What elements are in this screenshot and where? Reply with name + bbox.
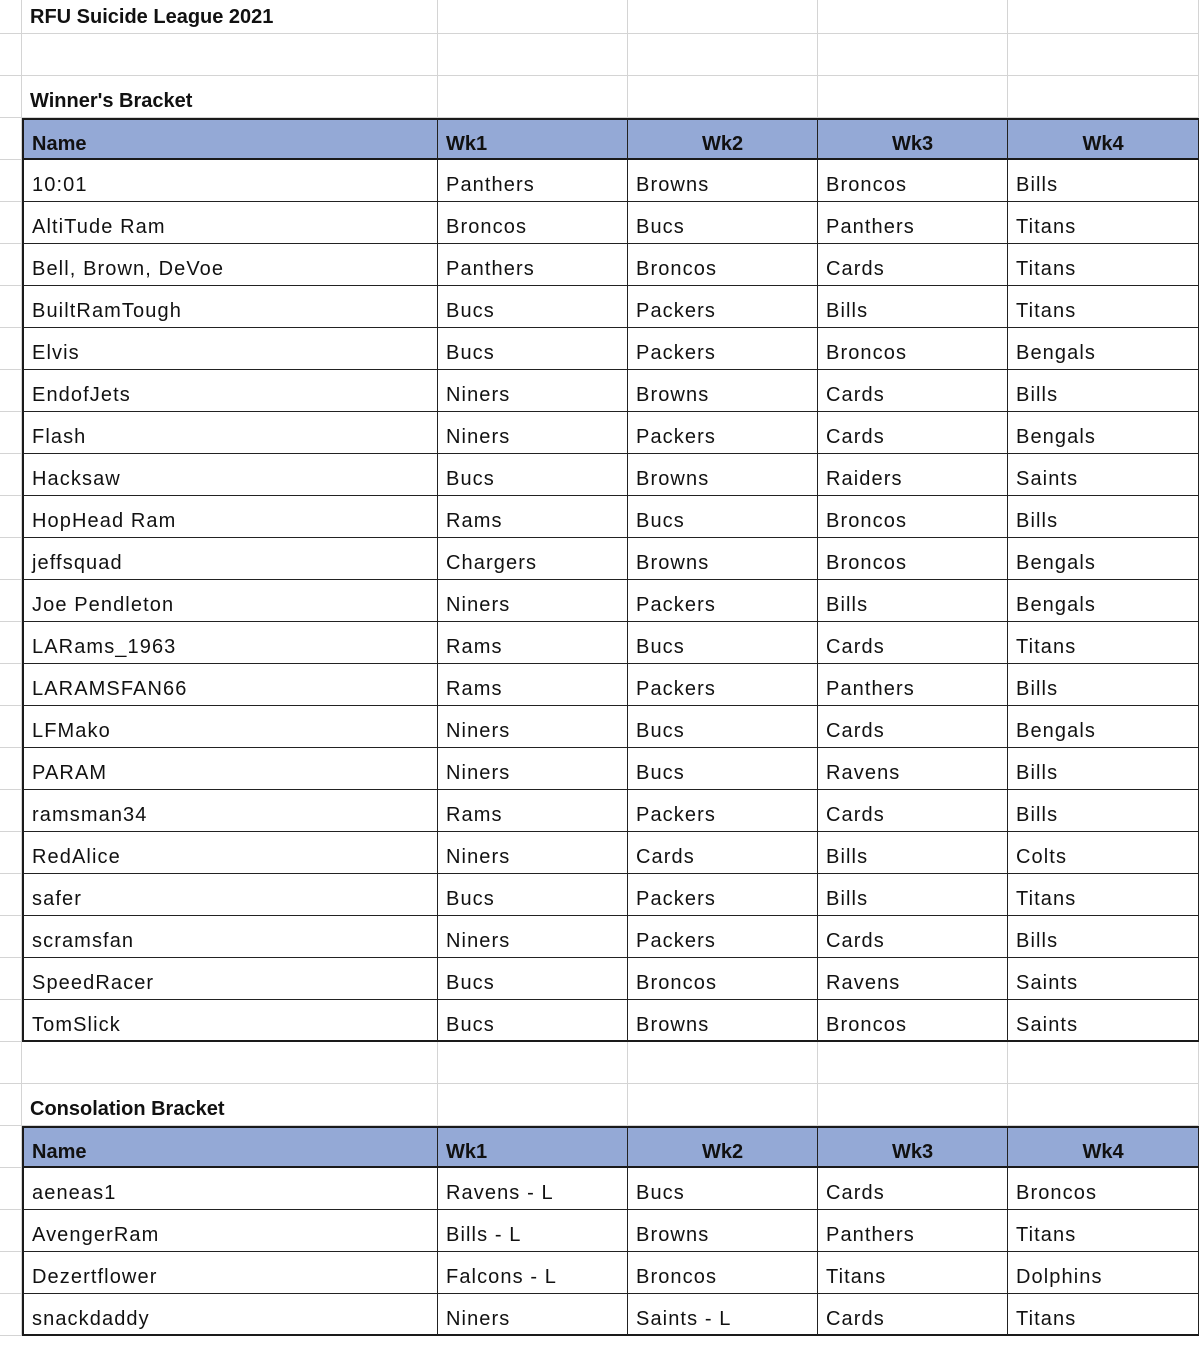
pick-cell[interactable]: Niners [438, 412, 628, 454]
empty-cell[interactable] [0, 1210, 22, 1252]
spacer-row [0, 1042, 1199, 1084]
player-name-cell[interactable]: scramsfan [22, 916, 438, 958]
table-row [0, 1252, 1199, 1294]
table-row [0, 496, 1199, 538]
pick-cell[interactable]: Broncos [1008, 1168, 1199, 1210]
pick-cell[interactable]: Bills [818, 286, 1008, 328]
pick-cell[interactable]: Cards [628, 832, 818, 874]
table-row [0, 580, 1199, 622]
empty-cell[interactable] [438, 1084, 628, 1126]
bracket-title-row [0, 76, 1199, 118]
empty-cell[interactable] [0, 1252, 22, 1294]
player-name-cell[interactable]: ramsman34 [22, 790, 438, 832]
table-row [0, 958, 1199, 1000]
column-header-wk4[interactable]: Wk4 [1008, 118, 1199, 160]
pick-cell[interactable]: Niners [438, 580, 628, 622]
table-row [0, 1210, 1199, 1252]
table-row [0, 1168, 1199, 1210]
table-row [0, 706, 1199, 748]
pick-cell[interactable]: Bucs [628, 706, 818, 748]
empty-cell[interactable] [0, 832, 22, 874]
empty-cell[interactable] [1008, 0, 1199, 34]
empty-cell[interactable] [0, 34, 22, 76]
column-header-wk1[interactable]: Wk1 [438, 1126, 628, 1168]
pick-cell[interactable]: Niners [438, 370, 628, 412]
table-row [0, 832, 1199, 874]
player-name-cell[interactable]: Flash [22, 412, 438, 454]
table-row [0, 412, 1199, 454]
table-row [0, 202, 1199, 244]
empty-cell[interactable] [0, 538, 22, 580]
column-header-wk2[interactable]: Wk2 [628, 118, 818, 160]
pick-cell[interactable]: Niners [438, 1294, 628, 1336]
bracket-title-row [0, 1084, 1199, 1126]
pick-cell[interactable]: Niners [438, 748, 628, 790]
empty-cell[interactable] [0, 1126, 22, 1168]
pick-cell[interactable]: Bills [818, 832, 1008, 874]
pick-cell[interactable]: Broncos [438, 202, 628, 244]
pick-cell[interactable]: Titans [1008, 874, 1199, 916]
pick-cell[interactable]: Cards [818, 244, 1008, 286]
player-name-cell[interactable]: aeneas1 [22, 1168, 438, 1210]
pick-cell[interactable]: Browns [628, 370, 818, 412]
pick-cell[interactable]: Titans [1008, 1294, 1199, 1336]
pick-cell[interactable]: Bills [818, 580, 1008, 622]
pick-cell[interactable]: Broncos [628, 958, 818, 1000]
player-name-cell[interactable]: Joe Pendleton [22, 580, 438, 622]
empty-cell[interactable] [818, 76, 1008, 118]
empty-cell[interactable] [0, 874, 22, 916]
pick-cell[interactable]: Rams [438, 790, 628, 832]
pick-cell[interactable]: Panthers [818, 202, 1008, 244]
empty-cell[interactable] [0, 412, 22, 454]
empty-cell[interactable] [818, 34, 1008, 76]
empty-cell[interactable] [628, 76, 818, 118]
pick-cell[interactable]: Broncos [818, 1000, 1008, 1042]
empty-cell[interactable] [0, 958, 22, 1000]
empty-cell[interactable] [0, 1084, 22, 1126]
pick-cell[interactable]: Bucs [438, 1000, 628, 1042]
player-name-cell[interactable]: safer [22, 874, 438, 916]
pick-cell[interactable]: Falcons - L [438, 1252, 628, 1294]
pick-cell[interactable]: Cards [818, 1168, 1008, 1210]
pick-cell[interactable]: Panthers [438, 160, 628, 202]
pick-cell[interactable]: Ravens - L [438, 1168, 628, 1210]
empty-cell[interactable] [1008, 1084, 1199, 1126]
pick-cell[interactable]: Bills [1008, 790, 1199, 832]
header-row [0, 118, 1199, 160]
empty-cell[interactable] [0, 790, 22, 832]
pick-cell[interactable]: Titans [1008, 202, 1199, 244]
empty-cell[interactable] [1008, 1042, 1199, 1084]
empty-cell[interactable] [22, 1042, 438, 1084]
pick-cell[interactable]: Bills [818, 874, 1008, 916]
pick-cell[interactable]: Bucs [628, 748, 818, 790]
table-row [0, 874, 1199, 916]
pick-cell[interactable]: Bills [1008, 160, 1199, 202]
title-row [0, 0, 1199, 34]
pick-cell[interactable]: Broncos [818, 496, 1008, 538]
pick-cell[interactable]: Titans [1008, 622, 1199, 664]
player-name-cell[interactable]: PARAM [22, 748, 438, 790]
column-header-name[interactable]: Name [22, 118, 438, 160]
player-name-cell[interactable]: AltiTude Ram [22, 202, 438, 244]
pick-cell[interactable]: Saints - L [628, 1294, 818, 1336]
pick-cell[interactable]: Niners [438, 916, 628, 958]
pick-cell[interactable]: Titans [1008, 286, 1199, 328]
table-row [0, 370, 1199, 412]
empty-cell[interactable] [0, 706, 22, 748]
empty-cell[interactable] [0, 622, 22, 664]
empty-cell[interactable] [628, 0, 818, 34]
table-row [0, 286, 1199, 328]
pick-cell[interactable]: Saints [1008, 958, 1199, 1000]
pick-cell[interactable]: Bills - L [438, 1210, 628, 1252]
pick-cell[interactable]: Packers [628, 580, 818, 622]
pick-cell[interactable]: Bucs [438, 454, 628, 496]
player-name-cell[interactable]: SpeedRacer [22, 958, 438, 1000]
table-row [0, 1000, 1199, 1042]
pick-cell[interactable]: Bucs [438, 328, 628, 370]
pick-cell[interactable]: Bengals [1008, 706, 1199, 748]
empty-cell[interactable] [0, 1042, 22, 1084]
empty-cell[interactable] [818, 1042, 1008, 1084]
pick-cell[interactable]: Broncos [628, 244, 818, 286]
pick-cell[interactable]: Bucs [438, 286, 628, 328]
column-header-wk1[interactable]: Wk1 [438, 118, 628, 160]
table-row [0, 328, 1199, 370]
pick-cell[interactable]: Rams [438, 496, 628, 538]
pick-cell[interactable]: Packers [628, 328, 818, 370]
pick-cell[interactable]: Rams [438, 664, 628, 706]
pick-cell[interactable]: Bengals [1008, 580, 1199, 622]
pick-cell[interactable]: Cards [818, 916, 1008, 958]
empty-cell[interactable] [0, 0, 22, 34]
player-name-cell[interactable]: RedAlice [22, 832, 438, 874]
empty-cell[interactable] [438, 1042, 628, 1084]
pick-cell[interactable]: Broncos [628, 1252, 818, 1294]
pick-cell[interactable]: Bills [1008, 496, 1199, 538]
empty-cell[interactable] [22, 34, 438, 76]
table-row [0, 916, 1199, 958]
empty-cell[interactable] [628, 34, 818, 76]
pick-cell[interactable]: Cards [818, 370, 1008, 412]
pick-cell[interactable]: Cards [818, 1294, 1008, 1336]
pick-cell[interactable]: Saints [1008, 454, 1199, 496]
table-row [0, 454, 1199, 496]
pick-cell[interactable]: Bills [1008, 916, 1199, 958]
pick-cell[interactable]: Bills [1008, 664, 1199, 706]
pick-cell[interactable]: Cards [818, 412, 1008, 454]
bracket-title[interactable]: Consolation Bracket [22, 1084, 438, 1126]
empty-cell[interactable] [628, 1042, 818, 1084]
bracket-title[interactable]: Winner's Bracket [22, 76, 438, 118]
pick-cell[interactable]: Chargers [438, 538, 628, 580]
pick-cell[interactable]: Niners [438, 832, 628, 874]
pick-cell[interactable]: Panthers [438, 244, 628, 286]
pick-cell[interactable]: Titans [1008, 244, 1199, 286]
player-name-cell[interactable]: AvengerRam [22, 1210, 438, 1252]
empty-cell[interactable] [0, 1294, 22, 1336]
pick-cell[interactable]: Dolphins [1008, 1252, 1199, 1294]
pick-cell[interactable]: Saints [1008, 1000, 1199, 1042]
pick-cell[interactable]: Browns [628, 1210, 818, 1252]
player-name-cell[interactable]: LFMako [22, 706, 438, 748]
empty-cell[interactable] [818, 0, 1008, 34]
player-name-cell[interactable]: LARAMSFAN66 [22, 664, 438, 706]
empty-cell[interactable] [1008, 34, 1199, 76]
pick-cell[interactable]: Cards [818, 790, 1008, 832]
player-name-cell[interactable]: EndofJets [22, 370, 438, 412]
player-name-cell[interactable]: jeffsquad [22, 538, 438, 580]
pick-cell[interactable]: Panthers [818, 1210, 1008, 1252]
pick-cell[interactable]: Broncos [818, 328, 1008, 370]
pick-cell[interactable]: Ravens [818, 748, 1008, 790]
empty-cell[interactable] [0, 454, 22, 496]
table-row [0, 622, 1199, 664]
empty-cell[interactable] [0, 1000, 22, 1042]
player-name-cell[interactable]: snackdaddy [22, 1294, 438, 1336]
pick-cell[interactable]: Broncos [818, 160, 1008, 202]
pick-cell[interactable]: Packers [628, 286, 818, 328]
empty-cell[interactable] [0, 160, 22, 202]
pick-cell[interactable]: Browns [628, 1000, 818, 1042]
pick-cell[interactable]: Bucs [628, 1168, 818, 1210]
empty-cell[interactable] [0, 664, 22, 706]
column-header-wk3[interactable]: Wk3 [818, 1126, 1008, 1168]
player-name-cell[interactable]: 10:01 [22, 160, 438, 202]
spacer-row [0, 34, 1199, 76]
player-name-cell[interactable]: BuiltRamTough [22, 286, 438, 328]
pick-cell[interactable]: Packers [628, 412, 818, 454]
empty-cell[interactable] [628, 1084, 818, 1126]
pick-cell[interactable]: Bucs [628, 622, 818, 664]
table-row [0, 244, 1199, 286]
pick-cell[interactable]: Bucs [438, 874, 628, 916]
table-row [0, 664, 1199, 706]
pick-cell[interactable]: Bucs [438, 958, 628, 1000]
table-row [0, 160, 1199, 202]
column-header-wk3[interactable]: Wk3 [818, 118, 1008, 160]
pick-cell[interactable]: Browns [628, 454, 818, 496]
empty-cell[interactable] [0, 1168, 22, 1210]
pick-cell[interactable]: Panthers [818, 664, 1008, 706]
empty-cell[interactable] [0, 916, 22, 958]
pick-cell[interactable]: Packers [628, 874, 818, 916]
pick-cell[interactable]: Bills [1008, 370, 1199, 412]
empty-cell[interactable] [0, 496, 22, 538]
empty-cell[interactable] [0, 580, 22, 622]
pick-cell[interactable]: Packers [628, 790, 818, 832]
table-row [0, 748, 1199, 790]
column-header-wk2[interactable]: Wk2 [628, 1126, 818, 1168]
empty-cell[interactable] [1008, 76, 1199, 118]
pick-cell[interactable]: Packers [628, 664, 818, 706]
pick-cell[interactable]: Bucs [628, 496, 818, 538]
pick-cell[interactable]: Bengals [1008, 538, 1199, 580]
pick-cell[interactable]: Broncos [818, 538, 1008, 580]
pick-cell[interactable]: Browns [628, 538, 818, 580]
pick-cell[interactable]: Bengals [1008, 328, 1199, 370]
pick-cell[interactable]: Cards [818, 706, 1008, 748]
column-header-wk4[interactable]: Wk4 [1008, 1126, 1199, 1168]
table-row [0, 790, 1199, 832]
pick-cell[interactable]: Packers [628, 916, 818, 958]
player-name-cell[interactable]: Elvis [22, 328, 438, 370]
sheet-title[interactable]: RFU Suicide League 2021 [22, 0, 438, 34]
pick-cell[interactable]: Titans [1008, 1210, 1199, 1252]
table-row [0, 538, 1199, 580]
table-row [0, 1294, 1199, 1336]
pick-cell[interactable]: Bucs [628, 202, 818, 244]
player-name-cell[interactable]: HopHead Ram [22, 496, 438, 538]
player-name-cell[interactable]: Dezertflower [22, 1252, 438, 1294]
pick-cell[interactable]: Browns [628, 160, 818, 202]
empty-cell[interactable] [818, 1084, 1008, 1126]
empty-cell[interactable] [0, 748, 22, 790]
header-row [0, 1126, 1199, 1168]
pick-cell[interactable]: Cards [818, 622, 1008, 664]
player-name-cell[interactable]: TomSlick [22, 1000, 438, 1042]
empty-cell[interactable] [0, 328, 22, 370]
empty-cell[interactable] [438, 34, 628, 76]
pick-cell[interactable]: Raiders [818, 454, 1008, 496]
empty-cell[interactable] [0, 76, 22, 118]
empty-cell[interactable] [0, 202, 22, 244]
empty-cell[interactable] [0, 244, 22, 286]
player-name-cell[interactable]: Bell, Brown, DeVoe [22, 244, 438, 286]
pick-cell[interactable]: Bengals [1008, 412, 1199, 454]
pick-cell[interactable]: Rams [438, 622, 628, 664]
pick-cell[interactable]: Colts [1008, 832, 1199, 874]
empty-cell[interactable] [0, 118, 22, 160]
empty-cell[interactable] [0, 286, 22, 328]
pick-cell[interactable]: Titans [818, 1252, 1008, 1294]
empty-cell[interactable] [0, 370, 22, 412]
pick-cell[interactable]: Bills [1008, 748, 1199, 790]
player-name-cell[interactable]: Hacksaw [22, 454, 438, 496]
empty-cell[interactable] [438, 0, 628, 34]
player-name-cell[interactable]: LARams_1963 [22, 622, 438, 664]
column-header-name[interactable]: Name [22, 1126, 438, 1168]
empty-cell[interactable] [438, 76, 628, 118]
pick-cell[interactable]: Niners [438, 706, 628, 748]
pick-cell[interactable]: Ravens [818, 958, 1008, 1000]
